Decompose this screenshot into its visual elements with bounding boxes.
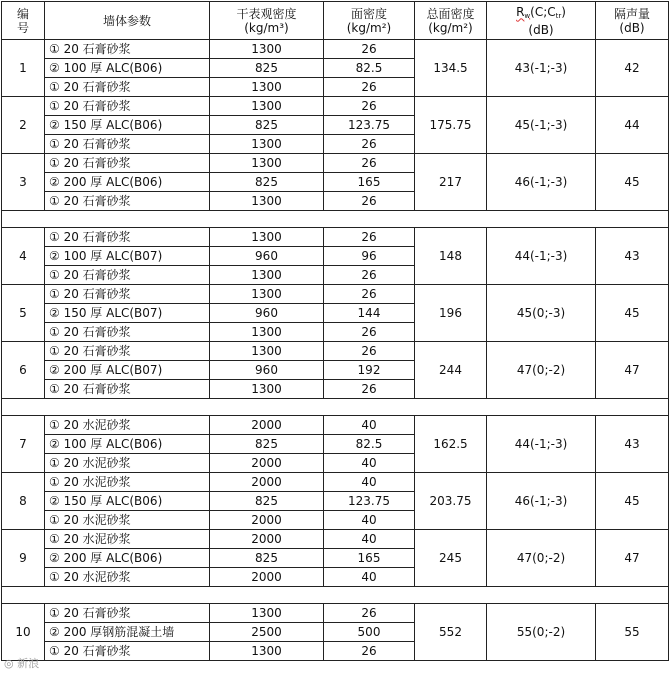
layer-param: ① 20 水泥砂浆 [45, 454, 210, 473]
layer-param: ① 20 石膏砂浆 [45, 323, 210, 342]
layer-param: ① 20 水泥砂浆 [45, 568, 210, 587]
layer-dry-density: 1300 [210, 228, 324, 247]
row-number: 9 [2, 530, 45, 587]
insulation-value: 43 [596, 416, 669, 473]
table-row [2, 342, 669, 361]
layer-area-density: 26 [324, 642, 415, 661]
sound-insulation-table [1, 1, 669, 661]
layer-dry-density: 1300 [210, 642, 324, 661]
layer-area-density: 26 [324, 192, 415, 211]
rw-value: 47(0;-2) [487, 342, 596, 399]
layer-area-density: 26 [324, 135, 415, 154]
rw-value: 44(-1;-3) [487, 416, 596, 473]
layer-dry-density: 1300 [210, 380, 324, 399]
layer-param: ② 100 厚 ALC(B07) [45, 247, 210, 266]
header-wall-params: 墙体参数 [45, 2, 210, 40]
layer-param: ① 20 石膏砂浆 [45, 642, 210, 661]
layer-area-density: 40 [324, 473, 415, 492]
row-number: 2 [2, 97, 45, 154]
layer-area-density: 82.5 [324, 435, 415, 454]
spacer-cell [2, 211, 669, 228]
layer-param: ② 200 厚 ALC(B07) [45, 361, 210, 380]
layer-area-density: 40 [324, 416, 415, 435]
row-number: 6 [2, 342, 45, 399]
layer-area-density: 26 [324, 97, 415, 116]
rw-value: 46(-1;-3) [487, 154, 596, 211]
layer-dry-density: 2000 [210, 473, 324, 492]
layer-area-density: 26 [324, 228, 415, 247]
header-dry-density: 干表观密度 (kg/m³) [210, 2, 324, 40]
rw-value: 55(0;-2) [487, 604, 596, 661]
table-row [2, 473, 669, 492]
header-rw: Rw(C;Ctr) (dB) [487, 2, 596, 40]
layer-param: ② 150 厚 ALC(B07) [45, 304, 210, 323]
layer-dry-density: 825 [210, 492, 324, 511]
row-number: 7 [2, 416, 45, 473]
layer-dry-density: 2000 [210, 454, 324, 473]
layer-param: ① 20 石膏砂浆 [45, 285, 210, 304]
total-density: 217 [415, 154, 487, 211]
rw-value: 45(-1;-3) [487, 97, 596, 154]
layer-param: ① 20 石膏砂浆 [45, 604, 210, 623]
insulation-value: 55 [596, 604, 669, 661]
rw-value: 47(0;-2) [487, 530, 596, 587]
layer-area-density: 500 [324, 623, 415, 642]
layer-area-density: 165 [324, 549, 415, 568]
layer-dry-density: 1300 [210, 135, 324, 154]
layer-dry-density: 1300 [210, 285, 324, 304]
header-insulation: 隔声量 (dB) [596, 2, 669, 40]
layer-param: ① 20 石膏砂浆 [45, 266, 210, 285]
spacer-cell [2, 587, 669, 604]
total-density: 134.5 [415, 40, 487, 97]
table-row [2, 40, 669, 59]
layer-dry-density: 1300 [210, 78, 324, 97]
layer-param: ① 20 石膏砂浆 [45, 380, 210, 399]
watermark-logo: ◎ 新浪 [4, 657, 40, 670]
layer-area-density: 40 [324, 568, 415, 587]
layer-area-density: 26 [324, 323, 415, 342]
layer-param: ① 20 石膏砂浆 [45, 78, 210, 97]
insulation-value: 45 [596, 285, 669, 342]
table-body [2, 40, 669, 661]
row-number: 1 [2, 40, 45, 97]
layer-dry-density: 1300 [210, 604, 324, 623]
layer-dry-density: 2000 [210, 511, 324, 530]
layer-dry-density: 2500 [210, 623, 324, 642]
layer-area-density: 192 [324, 361, 415, 380]
spacer-row [2, 399, 669, 416]
layer-area-density: 26 [324, 40, 415, 59]
layer-dry-density: 1300 [210, 154, 324, 173]
layer-param: ① 20 石膏砂浆 [45, 342, 210, 361]
total-density: 162.5 [415, 416, 487, 473]
layer-param: ① 20 石膏砂浆 [45, 40, 210, 59]
total-density: 175.75 [415, 97, 487, 154]
layer-param: ② 200 厚钢筋混凝土墙 [45, 623, 210, 642]
layer-param: ① 20 水泥砂浆 [45, 511, 210, 530]
layer-dry-density: 1300 [210, 323, 324, 342]
table-row [2, 416, 669, 435]
layer-dry-density: 1300 [210, 342, 324, 361]
spacer-cell [2, 399, 669, 416]
insulation-value: 45 [596, 154, 669, 211]
layer-area-density: 123.75 [324, 116, 415, 135]
layer-area-density: 144 [324, 304, 415, 323]
table-row [2, 97, 669, 116]
layer-param: ① 20 水泥砂浆 [45, 530, 210, 549]
layer-dry-density: 825 [210, 59, 324, 78]
insulation-value: 44 [596, 97, 669, 154]
row-number: 8 [2, 473, 45, 530]
header-area-density: 面密度 (kg/m²) [324, 2, 415, 40]
layer-area-density: 26 [324, 342, 415, 361]
layer-dry-density: 2000 [210, 416, 324, 435]
spacer-row [2, 587, 669, 604]
layer-param: ① 20 石膏砂浆 [45, 192, 210, 211]
layer-dry-density: 1300 [210, 40, 324, 59]
layer-param: ① 20 石膏砂浆 [45, 228, 210, 247]
layer-area-density: 26 [324, 154, 415, 173]
rw-value: 43(-1;-3) [487, 40, 596, 97]
row-number: 10 [2, 604, 45, 661]
row-number: 5 [2, 285, 45, 342]
layer-dry-density: 1300 [210, 97, 324, 116]
layer-area-density: 165 [324, 173, 415, 192]
layer-param: ① 20 石膏砂浆 [45, 135, 210, 154]
total-density: 203.75 [415, 473, 487, 530]
total-density: 245 [415, 530, 487, 587]
layer-dry-density: 825 [210, 173, 324, 192]
rw-value: 44(-1;-3) [487, 228, 596, 285]
layer-area-density: 40 [324, 454, 415, 473]
layer-dry-density: 960 [210, 361, 324, 380]
layer-dry-density: 825 [210, 435, 324, 454]
layer-param: ① 20 水泥砂浆 [45, 416, 210, 435]
total-density: 148 [415, 228, 487, 285]
layer-dry-density: 1300 [210, 266, 324, 285]
insulation-value: 47 [596, 530, 669, 587]
layer-area-density: 40 [324, 511, 415, 530]
insulation-value: 47 [596, 342, 669, 399]
layer-dry-density: 2000 [210, 530, 324, 549]
row-number: 4 [2, 228, 45, 285]
rw-value: 46(-1;-3) [487, 473, 596, 530]
layer-dry-density: 825 [210, 116, 324, 135]
layer-area-density: 26 [324, 285, 415, 304]
layer-param: ② 100 厚 ALC(B06) [45, 59, 210, 78]
total-density: 552 [415, 604, 487, 661]
row-number: 3 [2, 154, 45, 211]
layer-dry-density: 825 [210, 549, 324, 568]
layer-area-density: 96 [324, 247, 415, 266]
layer-param: ② 150 厚 ALC(B06) [45, 492, 210, 511]
layer-area-density: 123.75 [324, 492, 415, 511]
layer-param: ② 200 厚 ALC(B06) [45, 173, 210, 192]
layer-area-density: 26 [324, 604, 415, 623]
layer-dry-density: 2000 [210, 568, 324, 587]
table-row [2, 154, 669, 173]
table-header [2, 2, 669, 40]
table-row [2, 285, 669, 304]
layer-param: ① 20 石膏砂浆 [45, 97, 210, 116]
layer-area-density: 26 [324, 78, 415, 97]
layer-param: ② 150 厚 ALC(B06) [45, 116, 210, 135]
table-row [2, 604, 669, 623]
layer-area-density: 26 [324, 380, 415, 399]
layer-dry-density: 1300 [210, 192, 324, 211]
header-number: 编 号 [2, 2, 45, 40]
layer-area-density: 82.5 [324, 59, 415, 78]
header-total-density: 总面密度 (kg/m²) [415, 2, 487, 40]
layer-dry-density: 960 [210, 247, 324, 266]
insulation-value: 42 [596, 40, 669, 97]
table-row [2, 228, 669, 247]
spacer-row [2, 211, 669, 228]
total-density: 244 [415, 342, 487, 399]
layer-area-density: 26 [324, 266, 415, 285]
layer-area-density: 40 [324, 530, 415, 549]
insulation-value: 43 [596, 228, 669, 285]
layer-param: ② 200 厚 ALC(B06) [45, 549, 210, 568]
rw-value: 45(0;-3) [487, 285, 596, 342]
layer-param: ② 100 厚 ALC(B06) [45, 435, 210, 454]
table-row [2, 530, 669, 549]
layer-dry-density: 960 [210, 304, 324, 323]
layer-param: ① 20 水泥砂浆 [45, 473, 210, 492]
layer-param: ① 20 石膏砂浆 [45, 154, 210, 173]
total-density: 196 [415, 285, 487, 342]
insulation-value: 45 [596, 473, 669, 530]
